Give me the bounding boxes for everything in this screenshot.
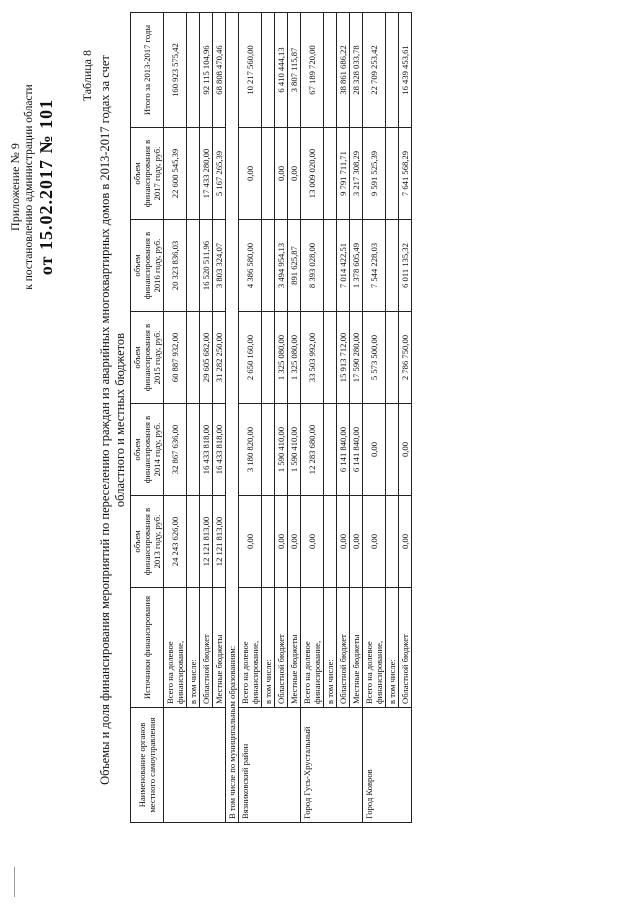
value-cell-y2017: 3 217 308,29 <box>350 128 363 220</box>
value-cell-total: 6 410 444,13 <box>275 13 288 128</box>
source-cell: Местные бюджеты <box>350 588 363 708</box>
value-cell-y2016: 7 014 422,51 <box>337 220 350 312</box>
value-cell-y2015: 31 282 250,00 <box>213 312 226 404</box>
value-cell-y2014: 12 283 680,00 <box>301 404 324 496</box>
value-cell-y2014: 1 590 410,00 <box>288 404 301 496</box>
table-row <box>213 13 226 823</box>
value-cell-y2015: 2 786 750,00 <box>399 312 412 404</box>
value-cell-y2015: 2 650 160,00 <box>239 312 262 404</box>
value-cell-y2014 <box>386 404 399 496</box>
table-body <box>164 13 412 823</box>
value-cell-y2015 <box>386 312 399 404</box>
value-cell-y2017: 17 433 280,00 <box>200 128 213 220</box>
value-cell-y2015 <box>187 312 200 404</box>
value-cell-y2017: 13 009 020,00 <box>301 128 324 220</box>
value-cell-y2017 <box>262 128 275 220</box>
value-cell-y2015: 1 325 080,00 <box>288 312 301 404</box>
value-cell-y2013: 12 121 813,00 <box>200 496 213 588</box>
appendix-label: Приложение № 9 <box>8 143 22 231</box>
org-cell-summary <box>164 708 226 823</box>
value-cell-y2016: 3 803 324,07 <box>213 220 226 312</box>
source-cell: Местные бюджеты <box>213 588 226 708</box>
value-cell-y2014: 16 433 818,00 <box>200 404 213 496</box>
value-cell-y2016: 891 625,87 <box>288 220 301 312</box>
value-cell-y2017: 22 600 545,39 <box>164 128 187 220</box>
source-cell: Местные бюджеты <box>288 588 301 708</box>
value-cell-y2016: 16 520 511,96 <box>200 220 213 312</box>
table-row <box>386 13 399 823</box>
value-cell-total <box>187 13 200 128</box>
municipality-name: Вязниковский район <box>239 708 301 823</box>
table-row <box>262 13 275 823</box>
value-cell-total: 160 923 575,42 <box>164 13 187 128</box>
value-cell-y2013: 0,00 <box>350 496 363 588</box>
value-cell-total: 67 189 720,00 <box>301 13 324 128</box>
value-cell-y2013: 12 121 813,00 <box>213 496 226 588</box>
source-cell: Областной бюджет <box>337 588 350 708</box>
value-cell-total: 3 807 115,87 <box>288 13 301 128</box>
value-cell-y2013: 0,00 <box>399 496 412 588</box>
table-row <box>164 13 187 823</box>
value-cell-y2013: 0,00 <box>275 496 288 588</box>
value-cell-y2016: 7 544 228,03 <box>363 220 386 312</box>
value-cell-y2015: 60 887 932,00 <box>164 312 187 404</box>
col-header-source: Источники финансирования <box>131 588 164 708</box>
value-cell-y2016: 1 378 605,49 <box>350 220 363 312</box>
value-cell-y2015: 15 913 712,00 <box>337 312 350 404</box>
value-cell-y2014 <box>324 404 337 496</box>
value-cell-y2013: 0,00 <box>239 496 262 588</box>
value-cell-y2017: 0,00 <box>288 128 301 220</box>
value-cell-y2014: 6 141 840,00 <box>337 404 350 496</box>
value-cell-y2014 <box>187 404 200 496</box>
scan-artifact-line <box>14 867 15 897</box>
value-cell-y2015 <box>262 312 275 404</box>
source-cell: в том числе: <box>187 588 200 708</box>
value-cell-total <box>324 13 337 128</box>
value-cell-y2017: 9 591 525,39 <box>363 128 386 220</box>
table-row <box>363 13 386 823</box>
order-date-number: от 15.02.2017 № 101 <box>36 98 56 276</box>
col-header-2014: объем финансирования в 2014 году, руб. <box>131 404 164 496</box>
source-cell: Всего на долевое финансирование, <box>363 588 386 708</box>
value-cell-y2013: 0,00 <box>363 496 386 588</box>
value-cell-y2016: 4 386 580,00 <box>239 220 262 312</box>
table-row <box>200 13 213 823</box>
col-header-2016: объем финансирования в 2016 году, руб. <box>131 220 164 312</box>
col-header-total: Итого за 2013-2017 годы <box>131 13 164 128</box>
municipal-header-row <box>226 13 239 823</box>
table-row <box>288 13 301 823</box>
value-cell-total <box>386 13 399 128</box>
table-row <box>337 13 350 823</box>
source-cell: Областной бюджет <box>399 588 412 708</box>
source-cell: Областной бюджет <box>275 588 288 708</box>
table-row <box>275 13 288 823</box>
value-cell-y2015: 17 590 280,00 <box>350 312 363 404</box>
table-row <box>187 13 200 823</box>
source-cell: в том числе: <box>262 588 275 708</box>
value-cell-y2015: 29 605 682,00 <box>200 312 213 404</box>
value-cell-y2014: 1 590 410,00 <box>275 404 288 496</box>
value-cell-y2014: 16 433 818,00 <box>213 404 226 496</box>
municipality-name: Город Гусь-Хрустальный <box>301 708 363 823</box>
resolution-reference: к постановлению администрации области <box>23 84 35 290</box>
value-cell-y2013 <box>262 496 275 588</box>
value-cell-y2017 <box>386 128 399 220</box>
value-cell-y2016 <box>386 220 399 312</box>
value-cell-y2017: 0,00 <box>275 128 288 220</box>
col-header-2013: объем финансирования в 2013 году, руб. <box>131 496 164 588</box>
value-cell-y2013 <box>386 496 399 588</box>
value-cell-y2017: 0,00 <box>239 128 262 220</box>
municipal-header-label: В том числе по муниципальным образованиям: <box>226 13 239 823</box>
document-title: Объемы и доля финансирования мероприятий по переселению граждан из аварийных многоквартирных домов в 2013-2017 годах за счет областного и местных бюджетов <box>98 55 127 785</box>
value-cell-total: 68 808 470,46 <box>213 13 226 128</box>
value-cell-y2015: 5 573 500,00 <box>363 312 386 404</box>
value-cell-y2016: 3 494 954,13 <box>275 220 288 312</box>
source-cell: Всего на долевое финансирование, <box>239 588 262 708</box>
value-cell-y2015: 1 325 080,00 <box>275 312 288 404</box>
col-header-2015: объем финансирования в 2015 году, руб. <box>131 312 164 404</box>
source-cell: Всего на долевое финансирование, <box>301 588 324 708</box>
value-cell-y2017 <box>324 128 337 220</box>
appendix-header <box>8 22 56 352</box>
value-cell-y2014: 3 180 820,00 <box>239 404 262 496</box>
value-cell-y2017 <box>187 128 200 220</box>
source-cell: Областной бюджет <box>200 588 213 708</box>
value-cell-y2017: 7 641 568,29 <box>399 128 412 220</box>
value-cell-y2013 <box>187 496 200 588</box>
value-cell-y2016: 6 011 135,32 <box>399 220 412 312</box>
value-cell-y2014: 0,00 <box>399 404 412 496</box>
value-cell-y2014: 0,00 <box>363 404 386 496</box>
value-cell-y2014: 6 141 840,00 <box>350 404 363 496</box>
value-cell-y2015 <box>324 312 337 404</box>
value-cell-total: 22 709 253,42 <box>363 13 386 128</box>
table-number: Таблица 8 <box>80 50 94 102</box>
value-cell-total: 28 328 033,78 <box>350 13 363 128</box>
financing-table <box>130 12 412 823</box>
value-cell-total: 10 217 560,00 <box>239 13 262 128</box>
value-cell-y2016 <box>187 220 200 312</box>
municipality-name: Город Ковров <box>363 708 412 823</box>
value-cell-y2015: 33 503 992,00 <box>301 312 324 404</box>
table-row <box>399 13 412 823</box>
value-cell-y2013: 0,00 <box>301 496 324 588</box>
source-cell: в том числе: <box>324 588 337 708</box>
value-cell-y2017: 5 167 265,39 <box>213 128 226 220</box>
value-cell-y2014 <box>262 404 275 496</box>
source-cell: Всего на долевое финансирование, <box>164 588 187 708</box>
value-cell-y2016 <box>262 220 275 312</box>
table-row <box>350 13 363 823</box>
table-row <box>239 13 262 823</box>
value-cell-y2014: 32 867 636,00 <box>164 404 187 496</box>
table-header-row <box>131 13 164 823</box>
value-cell-y2013: 24 243 626,00 <box>164 496 187 588</box>
value-cell-y2013: 0,00 <box>288 496 301 588</box>
table-row <box>324 13 337 823</box>
table-row <box>301 13 324 823</box>
value-cell-y2013 <box>324 496 337 588</box>
value-cell-total: 92 115 104,96 <box>200 13 213 128</box>
value-cell-y2017: 9 791 711,71 <box>337 128 350 220</box>
value-cell-total: 16 439 453,61 <box>399 13 412 128</box>
value-cell-total <box>262 13 275 128</box>
col-header-2017: объем финансирования в 2017 году, руб. <box>131 128 164 220</box>
value-cell-y2013: 0,00 <box>337 496 350 588</box>
value-cell-y2016: 8 393 028,00 <box>301 220 324 312</box>
source-cell: в том числе: <box>386 588 399 708</box>
value-cell-y2016 <box>324 220 337 312</box>
col-header-org: Наименование органов местного самоуправления <box>131 708 164 823</box>
value-cell-total: 38 861 686,22 <box>337 13 350 128</box>
value-cell-y2016: 20 323 836,03 <box>164 220 187 312</box>
